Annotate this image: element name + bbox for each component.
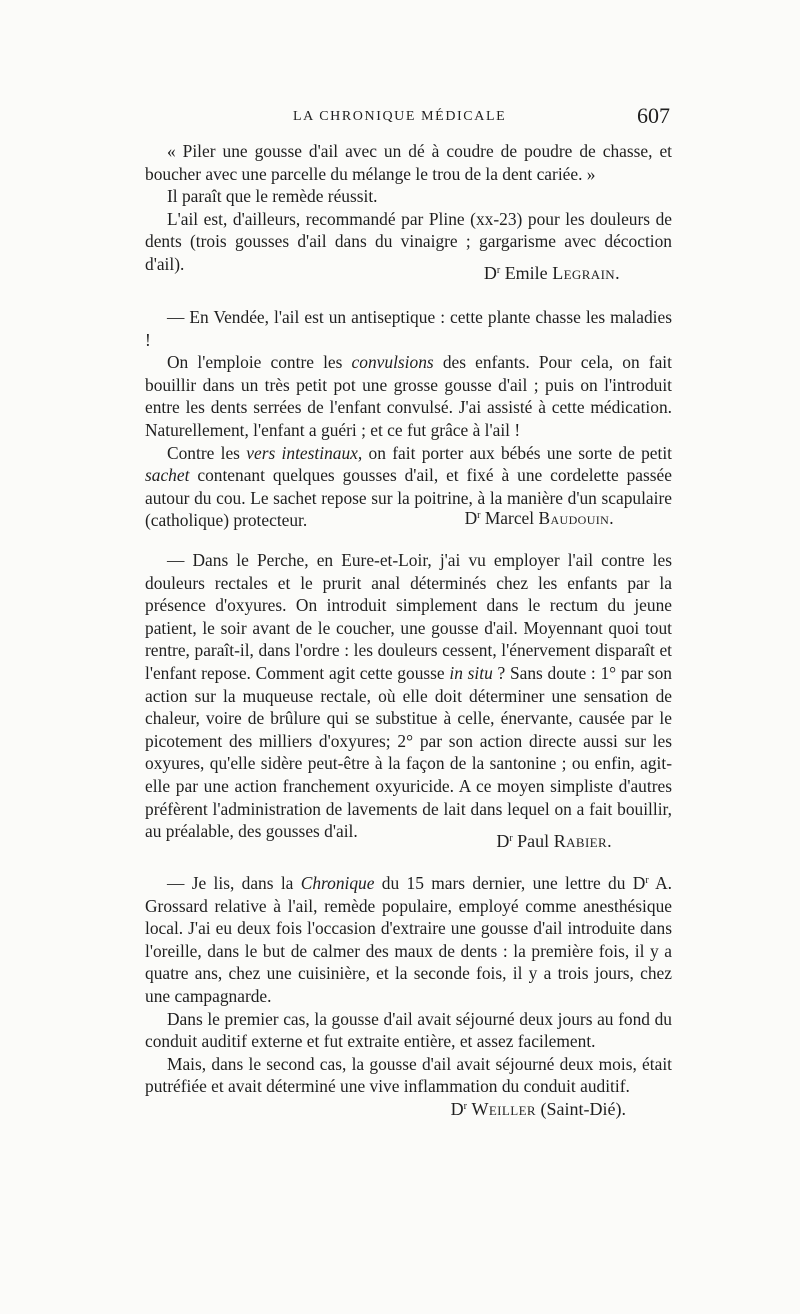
signature: $D^r$ Paul Rabier. [496,831,612,851]
signature: $D^r$ Weiller (Saint-Dié). [450,1099,626,1119]
paragraph: L'ail est, d'ailleurs, recommandé par Pline (xx-23) pour les douleurs de dents (trois gousses d'ail dans du vinaigre ; gargarisme avec décoction d'ail). [145,208,672,274]
running-title: LA CHRONIQUE MÉDICALE [293,109,507,124]
page-header [145,103,672,133]
section-perche [145,549,672,843]
paragraph: Il paraît que le remède réussit. [167,186,378,207]
paragraph: — Dans le Perche, en Eure-et-Loir, j'ai vu employer l'ail contre les douleurs rectales et le prurit anal déterminés chez les enfants par la présence d'oxyures. On introduit simplement dans le rectum du jeune patient, le soir avant de le coucher, une gousse d'ail. Moyennant quoi tout rentre, paraît-il, dans l'ordre : les douleurs cessent, l'énervement disparaît et l'enfant repose. Comment agit cette gousse in situ ? Sans doute : 1° par son action sur la muqueuse rectale, où elle doit déterminer une sensation de chaleur, voire de brûlure qui se substitue à celle, énervante, causée par le picotement des milliers d'oxyures; 2° par son action directe aussi sur les oxyures, qu'elle sidère peut-être à la façon de la santonine ; ou enfin, agit-elle par une action franchement oxyuricide. A ce moyen simpliste d'autres préfèrent l'administration de lavements de lait dans lequel on a fait bouillir, au préalable, des gousses d'ail. [145,550,672,842]
paragraph: — En Vendée, l'ail est un antiseptique : cette plante chasse les maladies ! [145,307,672,350]
page-number: 607 [637,103,670,128]
paragraph: Dans le premier cas, la gousse d'ail avait séjourné deux jours au fond du conduit auditif externe et fut extraite entière, et assez facilement. [145,1008,672,1052]
section-oreille [145,872,672,1098]
paragraph: — Je lis, dans la Chronique du 15 mars dernier, une lettre du $D^r$ A. Grossard relative à l'ail, remède populaire, employé comme anesthésique local. J'ai eu deux fois l'occasion d'extraire une gousse d'ail introduite dans l'oreille, dans le but de calmer des maux de dents : la première fois, il y a quatre ans, chez une cuisinière, et la seconde fois, il y a trois jours, chez une campagnarde. [145,873,672,1006]
section-garlic-toothache [145,140,672,276]
section-vendee [145,306,672,532]
signature: $D^r$ Marcel Baudouin. [464,508,614,528]
paragraph: Mais, dans le second cas, la gousse d'ail avait séjourné deux mois, était putréfiée et avait déterminé une vive inflammation du conduit auditif. [145,1053,672,1097]
paragraph: On l'emploie contre les convulsions des enfants. Pour cela, on fait bouillir dans un très petit pot une grosse gousse d'ail ; puis on l'introduit entre les dents serrées de l'enfant convulsé. J'ai assisté à cette médication. Naturellement, l'enfant a guéri ; et ce fut grâce à l'ail ! [145,352,672,440]
signature: $D^r$ Emile Legrain. [483,263,620,283]
paragraph: « Piler une gousse d'ail avec un dé à coudre de poudre de chasse, et boucher avec une parcelle du mélange le trou de la dent cariée. » [145,141,672,184]
paragraph: Contre les vers intestinaux, on fait porter aux bébés une sorte de petit sachet contenant quelques gousses d'ail, et fixé à une cordelette passée autour du cou. Le sachet repose sur la poitrine, à la manière d'un scapulaire (catholique) protecteur. [145,442,673,531]
